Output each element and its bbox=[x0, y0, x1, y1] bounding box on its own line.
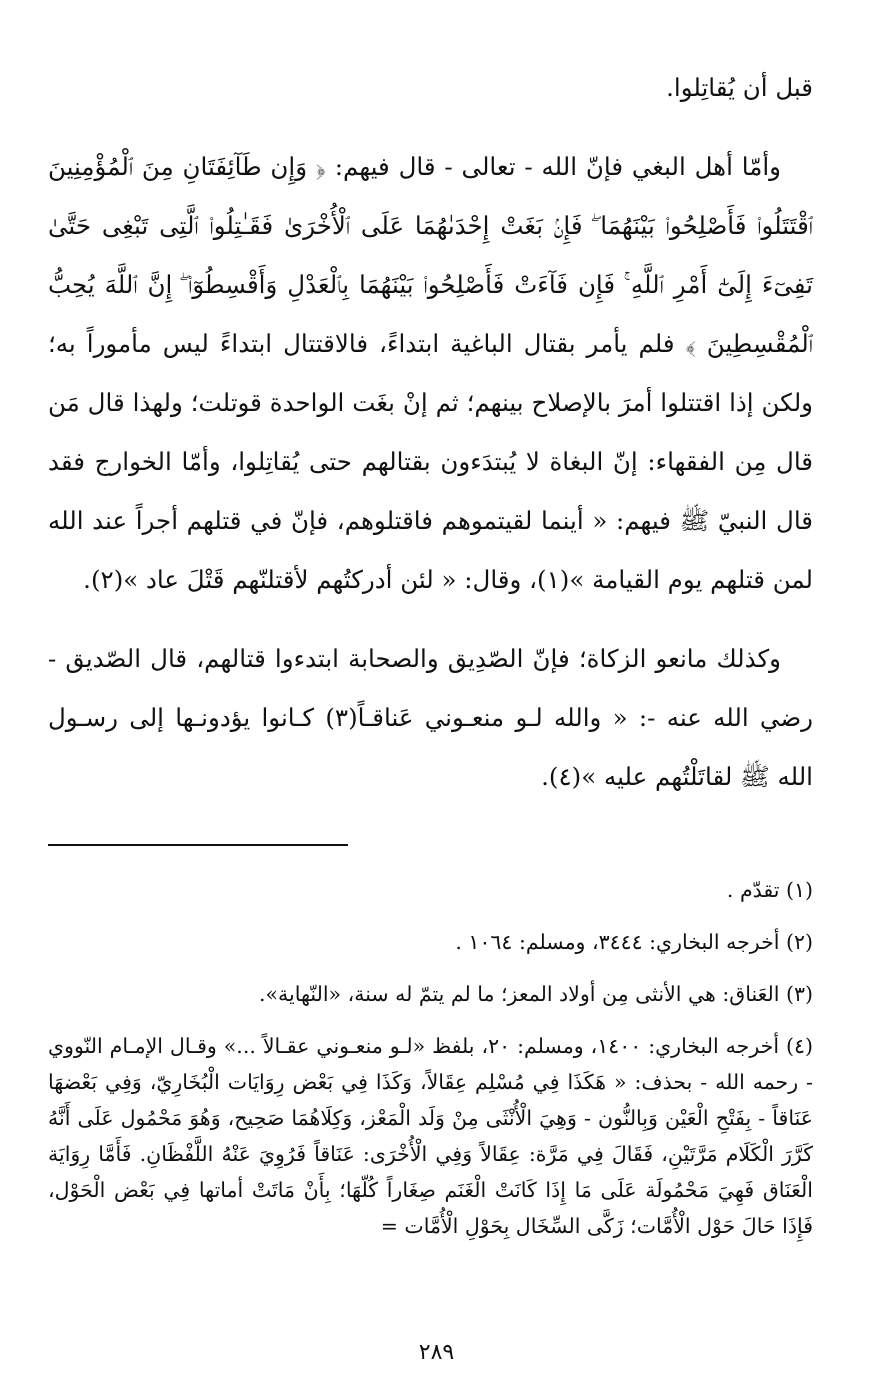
quran-verse: ﴿ وَإِن طَآئِفَتَانِ مِنَ ٱلْمُؤْمِنِينَ ٱقْتَتَلُوا۟ فَأَصْلِحُوا۟ بَيْنَهُمَا ۖ فَإِنۢ بَغَتْ إِحْدَىٰهُمَا عَلَى ٱلْأُخْرَىٰ فَقَـٰتِلُوا۟ ٱلَّتِى تَبْغِى حَتَّىٰ تَفِىٓءَ إِلَىٰٓ أَمْرِ ٱللَّهِ ۚ فَإِن فَآءَتْ فَأَصْلِحُوا۟ بَيْنَهُمَا بِٱلْعَدْلِ وَأَقْسِطُوٓا۟ ۖ إِنَّ ٱللَّهَ يُحِبُّ ٱلْمُقْسِطِينَ ﴾ bbox=[48, 152, 813, 358]
footnotes bbox=[48, 872, 813, 1244]
paragraph-1: قبل أن يُقاتِلوا. bbox=[666, 73, 813, 102]
paragraph-3: وكذلك مانعو الزكاة؛ فإنّ الصّدِيق والصحابة ابتدءوا قتالهم، قال الصّديق - رضي الله عنه -: « والله لـو منعـوني عَناقـاً(٣) كـانوا يؤدونـها إلى رسـول الله ﷺ لقاتَلْتُهم عليه »(٤). bbox=[48, 644, 813, 791]
paragraph-2 bbox=[48, 137, 813, 609]
footnote-2: (٢) أخرجه البخاري: ٣٤٤٤، ومسلم: ١٠٦٤ . bbox=[455, 930, 813, 954]
main-text bbox=[48, 58, 813, 806]
paragraph-2-rest: فلم يأمر بقتال الباغية ابتداءً، فالاقتتال ابتداءً ليس مأموراً به؛ ولكن إذا اقتتلوا أمرَ بالإصلاح بينهم؛ ثم إنْ بغَت الواحدة قوتلت؛ ولهذا قال مَن قال مِن الفقهاء: إنّ البغاة لا يُبتدَءون بقتالهم حتى يُقاتِلوا، وأمّا الخوارج فقد قال النبيّ ﷺ فيهم: « أينما لقيتموهم فاقتلوهم، فإنّ في قتلهم أجراً عند الله لمن قتلهم يوم القيامة »(١)، وقال: « لئن أدركتُهم لأقتلنّهم قَتْلَ عاد »(٢). bbox=[48, 329, 813, 594]
paragraph-2-intro: وأمّا أهل البغي فإنّ الله - تعالى - قال فيهم: bbox=[325, 152, 781, 181]
footnote-1: (١) تقدّم . bbox=[726, 878, 813, 902]
page-number: ٢٨٩ bbox=[418, 1340, 455, 1365]
footnote-divider bbox=[48, 844, 348, 846]
footnote-4: (٤) أخرجه البخاري: ١٤٠٠، ومسلم: ٢٠، بلفظ «لـو منعـوني عقـالاً ...» وقـال الإمـام النّووي - رحمه الله - بحذف: « هَكَذَا فِي مُسْلِم عِقَالاً، وَكَذَا فِي بَعْض رِوَايَات الْبُخَارِيّ، وَفِي بَعْضهَا عَنَاقاً - بِفَتْحِ الْعَيْن وَبِالنُّون - وَهِيَ الْأُنْثَى مِنْ وَلَد الْمَعْز، وَكِلَاهُمَا صَحِيح، وَهُوَ مَحْمُول عَلَى أَنَّهُ كَرَّرَ الْكَلَام مَرَّتَيْنِ، فَقَالَ فِي مَرَّة: عِقَالاً وَفِي الْأُخْرَى: عَنَاقاً فَرُوِيَ عَنْهُ اللَّفْظَانِ. فَأَمَّا رِوَايَة الْعَنَاق فَهِيَ مَحْمُولَة عَلَى مَا إِذَا كَانَتْ الْغَنَم صِغَاراً كُلّهَا؛ بِأَنْ مَاتَتْ أماتها فِي بَعْض الْحَوْل، فَإِذَا حَالَ حَوْل الْأُمَّات؛ زَكَّى السِّخَال بِحَوْلِ الْأُمَّات = bbox=[48, 1034, 814, 1238]
footnote-3: (٣) العَناق: هي الأنثى مِن أولاد المعز؛ ما لم يتمّ له سنة، «النّهاية». bbox=[258, 982, 813, 1006]
